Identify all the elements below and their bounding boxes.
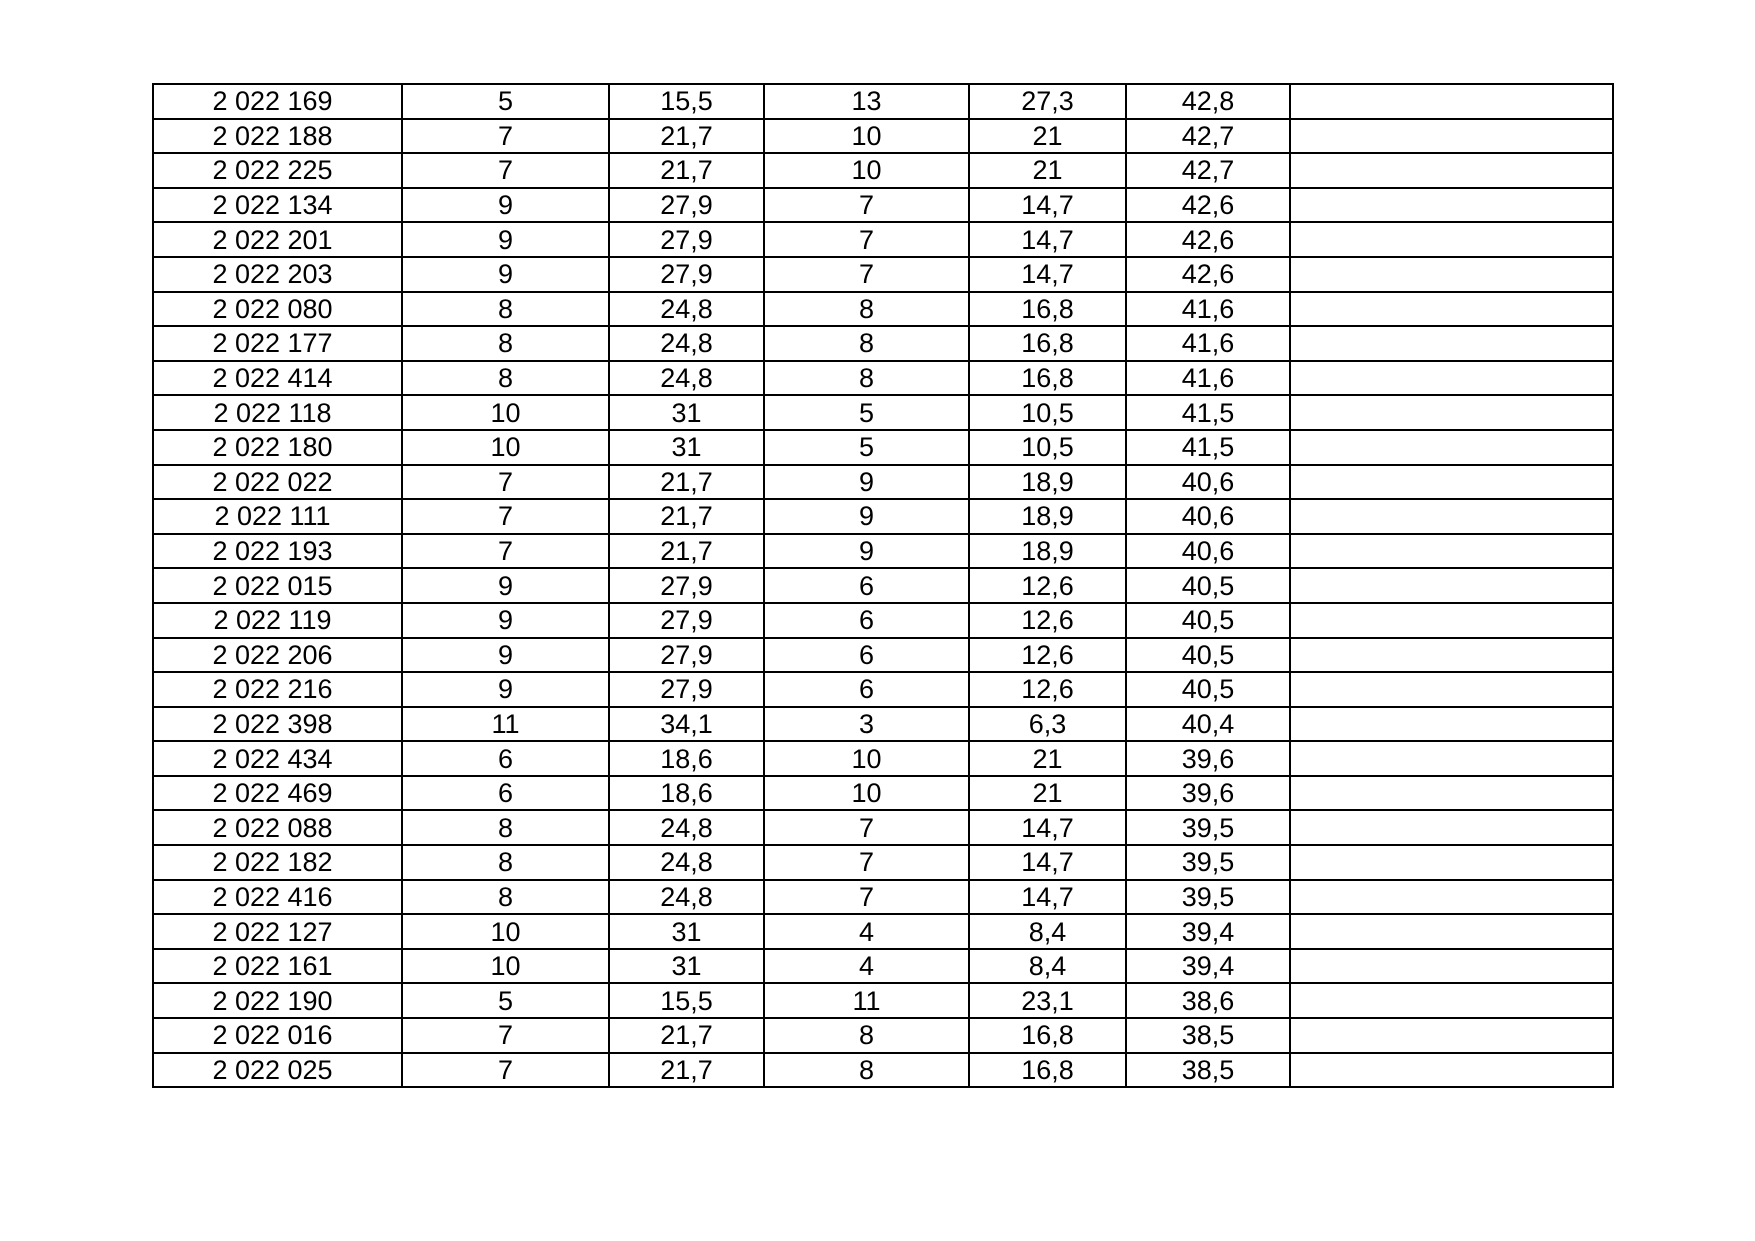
cell-col-6: 41,5 bbox=[1126, 430, 1290, 465]
cell-col-6: 39,5 bbox=[1126, 845, 1290, 880]
cell-col-2: 9 bbox=[402, 672, 609, 707]
cell-col-7 bbox=[1290, 119, 1613, 154]
cell-id: 2 022 022 bbox=[153, 465, 402, 500]
cell-col-6: 38,5 bbox=[1126, 1018, 1290, 1053]
cell-col-6: 42,8 bbox=[1126, 84, 1290, 119]
cell-col-3: 15,5 bbox=[609, 84, 764, 119]
cell-id: 2 022 180 bbox=[153, 430, 402, 465]
cell-col-4: 6 bbox=[764, 638, 969, 673]
cell-col-5: 10,5 bbox=[969, 430, 1126, 465]
cell-col-6: 39,5 bbox=[1126, 810, 1290, 845]
table-row bbox=[153, 810, 1613, 845]
cell-col-4: 13 bbox=[764, 84, 969, 119]
cell-col-2: 9 bbox=[402, 638, 609, 673]
cell-col-5: 16,8 bbox=[969, 1018, 1126, 1053]
cell-id: 2 022 434 bbox=[153, 741, 402, 776]
cell-col-6: 40,6 bbox=[1126, 534, 1290, 569]
table-row bbox=[153, 222, 1613, 257]
cell-col-4: 4 bbox=[764, 949, 969, 984]
cell-col-6: 42,6 bbox=[1126, 257, 1290, 292]
cell-id: 2 022 088 bbox=[153, 810, 402, 845]
cell-col-6: 41,5 bbox=[1126, 395, 1290, 430]
cell-col-6: 38,5 bbox=[1126, 1053, 1290, 1088]
cell-col-5: 18,9 bbox=[969, 499, 1126, 534]
cell-col-2: 10 bbox=[402, 914, 609, 949]
cell-col-6: 41,6 bbox=[1126, 361, 1290, 396]
cell-col-3: 18,6 bbox=[609, 741, 764, 776]
cell-col-5: 21 bbox=[969, 741, 1126, 776]
table-row bbox=[153, 603, 1613, 638]
cell-col-4: 8 bbox=[764, 292, 969, 327]
cell-col-4: 8 bbox=[764, 1053, 969, 1088]
cell-id: 2 022 225 bbox=[153, 153, 402, 188]
cell-col-7 bbox=[1290, 949, 1613, 984]
cell-col-3: 21,7 bbox=[609, 499, 764, 534]
cell-col-4: 3 bbox=[764, 707, 969, 742]
cell-id: 2 022 414 bbox=[153, 361, 402, 396]
table-row bbox=[153, 326, 1613, 361]
cell-id: 2 022 161 bbox=[153, 949, 402, 984]
cell-col-7 bbox=[1290, 395, 1613, 430]
cell-col-4: 4 bbox=[764, 914, 969, 949]
cell-col-5: 21 bbox=[969, 119, 1126, 154]
table-row bbox=[153, 257, 1613, 292]
cell-col-7 bbox=[1290, 1053, 1613, 1088]
cell-col-2: 10 bbox=[402, 949, 609, 984]
cell-id: 2 022 118 bbox=[153, 395, 402, 430]
cell-col-5: 16,8 bbox=[969, 292, 1126, 327]
table-row bbox=[153, 465, 1613, 500]
results-table-body bbox=[153, 84, 1613, 1087]
table-row bbox=[153, 1018, 1613, 1053]
cell-id: 2 022 182 bbox=[153, 845, 402, 880]
cell-col-2: 7 bbox=[402, 534, 609, 569]
cell-col-5: 16,8 bbox=[969, 1053, 1126, 1088]
cell-col-2: 8 bbox=[402, 810, 609, 845]
cell-col-5: 21 bbox=[969, 153, 1126, 188]
cell-col-3: 24,8 bbox=[609, 880, 764, 915]
cell-col-4: 6 bbox=[764, 568, 969, 603]
cell-col-5: 14,7 bbox=[969, 810, 1126, 845]
table-row bbox=[153, 430, 1613, 465]
table-row bbox=[153, 292, 1613, 327]
table-row bbox=[153, 672, 1613, 707]
cell-id: 2 022 111 bbox=[153, 499, 402, 534]
cell-col-2: 7 bbox=[402, 1053, 609, 1088]
cell-col-2: 9 bbox=[402, 603, 609, 638]
cell-id: 2 022 188 bbox=[153, 119, 402, 154]
cell-col-6: 39,4 bbox=[1126, 949, 1290, 984]
cell-col-2: 8 bbox=[402, 361, 609, 396]
cell-col-2: 11 bbox=[402, 707, 609, 742]
cell-col-7 bbox=[1290, 845, 1613, 880]
cell-col-5: 14,7 bbox=[969, 257, 1126, 292]
cell-col-4: 10 bbox=[764, 741, 969, 776]
cell-col-2: 8 bbox=[402, 326, 609, 361]
cell-id: 2 022 119 bbox=[153, 603, 402, 638]
cell-col-7 bbox=[1290, 638, 1613, 673]
cell-col-2: 5 bbox=[402, 983, 609, 1018]
cell-col-7 bbox=[1290, 1018, 1613, 1053]
cell-col-7 bbox=[1290, 465, 1613, 500]
cell-id: 2 022 080 bbox=[153, 292, 402, 327]
cell-id: 2 022 025 bbox=[153, 1053, 402, 1088]
cell-col-7 bbox=[1290, 499, 1613, 534]
cell-col-3: 31 bbox=[609, 914, 764, 949]
cell-col-6: 39,6 bbox=[1126, 741, 1290, 776]
cell-col-4: 9 bbox=[764, 499, 969, 534]
cell-id: 2 022 015 bbox=[153, 568, 402, 603]
cell-col-3: 21,7 bbox=[609, 534, 764, 569]
cell-col-3: 21,7 bbox=[609, 119, 764, 154]
cell-col-3: 24,8 bbox=[609, 361, 764, 396]
cell-col-4: 6 bbox=[764, 603, 969, 638]
cell-id: 2 022 201 bbox=[153, 222, 402, 257]
cell-col-4: 5 bbox=[764, 395, 969, 430]
table-row bbox=[153, 84, 1613, 119]
cell-col-2: 9 bbox=[402, 568, 609, 603]
cell-col-4: 6 bbox=[764, 672, 969, 707]
cell-col-3: 27,9 bbox=[609, 222, 764, 257]
cell-col-5: 12,6 bbox=[969, 603, 1126, 638]
table-row bbox=[153, 776, 1613, 811]
cell-col-7 bbox=[1290, 534, 1613, 569]
cell-col-2: 7 bbox=[402, 1018, 609, 1053]
cell-col-6: 41,6 bbox=[1126, 326, 1290, 361]
cell-col-6: 39,6 bbox=[1126, 776, 1290, 811]
cell-col-2: 8 bbox=[402, 845, 609, 880]
cell-col-2: 10 bbox=[402, 395, 609, 430]
cell-id: 2 022 469 bbox=[153, 776, 402, 811]
cell-col-3: 21,7 bbox=[609, 153, 764, 188]
cell-col-4: 9 bbox=[764, 534, 969, 569]
cell-col-6: 40,5 bbox=[1126, 603, 1290, 638]
cell-col-3: 27,9 bbox=[609, 672, 764, 707]
cell-id: 2 022 169 bbox=[153, 84, 402, 119]
cell-id: 2 022 203 bbox=[153, 257, 402, 292]
cell-col-5: 27,3 bbox=[969, 84, 1126, 119]
cell-col-7 bbox=[1290, 222, 1613, 257]
cell-id: 2 022 206 bbox=[153, 638, 402, 673]
table-row bbox=[153, 119, 1613, 154]
table-row bbox=[153, 395, 1613, 430]
cell-col-3: 24,8 bbox=[609, 810, 764, 845]
cell-col-7 bbox=[1290, 153, 1613, 188]
cell-col-7 bbox=[1290, 983, 1613, 1018]
cell-col-6: 41,6 bbox=[1126, 292, 1290, 327]
table-row bbox=[153, 707, 1613, 742]
cell-col-6: 40,5 bbox=[1126, 672, 1290, 707]
cell-col-2: 5 bbox=[402, 84, 609, 119]
cell-col-5: 12,6 bbox=[969, 568, 1126, 603]
cell-col-3: 21,7 bbox=[609, 1053, 764, 1088]
cell-col-4: 5 bbox=[764, 430, 969, 465]
cell-col-3: 34,1 bbox=[609, 707, 764, 742]
cell-col-4: 7 bbox=[764, 880, 969, 915]
cell-col-2: 7 bbox=[402, 465, 609, 500]
cell-col-5: 12,6 bbox=[969, 672, 1126, 707]
cell-col-4: 7 bbox=[764, 810, 969, 845]
cell-col-7 bbox=[1290, 84, 1613, 119]
table-row bbox=[153, 983, 1613, 1018]
cell-col-7 bbox=[1290, 776, 1613, 811]
cell-col-6: 40,5 bbox=[1126, 568, 1290, 603]
cell-col-7 bbox=[1290, 326, 1613, 361]
cell-col-5: 14,7 bbox=[969, 845, 1126, 880]
cell-col-5: 6,3 bbox=[969, 707, 1126, 742]
cell-col-5: 12,6 bbox=[969, 638, 1126, 673]
cell-col-2: 9 bbox=[402, 188, 609, 223]
cell-col-3: 31 bbox=[609, 395, 764, 430]
cell-col-3: 27,9 bbox=[609, 188, 764, 223]
cell-col-5: 18,9 bbox=[969, 465, 1126, 500]
cell-id: 2 022 134 bbox=[153, 188, 402, 223]
cell-col-2: 9 bbox=[402, 222, 609, 257]
cell-col-5: 14,7 bbox=[969, 188, 1126, 223]
cell-col-5: 16,8 bbox=[969, 361, 1126, 396]
cell-col-4: 9 bbox=[764, 465, 969, 500]
cell-col-6: 40,5 bbox=[1126, 638, 1290, 673]
cell-id: 2 022 190 bbox=[153, 983, 402, 1018]
cell-col-4: 7 bbox=[764, 845, 969, 880]
cell-col-7 bbox=[1290, 568, 1613, 603]
cell-col-2: 7 bbox=[402, 499, 609, 534]
table-row bbox=[153, 741, 1613, 776]
cell-col-7 bbox=[1290, 361, 1613, 396]
table-row bbox=[153, 534, 1613, 569]
cell-col-5: 23,1 bbox=[969, 983, 1126, 1018]
cell-col-4: 7 bbox=[764, 257, 969, 292]
cell-col-7 bbox=[1290, 672, 1613, 707]
cell-col-3: 15,5 bbox=[609, 983, 764, 1018]
cell-id: 2 022 127 bbox=[153, 914, 402, 949]
cell-col-5: 10,5 bbox=[969, 395, 1126, 430]
cell-col-3: 18,6 bbox=[609, 776, 764, 811]
cell-col-6: 39,5 bbox=[1126, 880, 1290, 915]
cell-col-2: 7 bbox=[402, 153, 609, 188]
table-row bbox=[153, 949, 1613, 984]
cell-col-3: 27,9 bbox=[609, 257, 764, 292]
cell-col-5: 14,7 bbox=[969, 222, 1126, 257]
cell-id: 2 022 016 bbox=[153, 1018, 402, 1053]
cell-col-2: 6 bbox=[402, 741, 609, 776]
cell-col-4: 10 bbox=[764, 153, 969, 188]
cell-col-7 bbox=[1290, 188, 1613, 223]
cell-col-4: 8 bbox=[764, 1018, 969, 1053]
cell-col-3: 31 bbox=[609, 430, 764, 465]
cell-col-4: 8 bbox=[764, 326, 969, 361]
cell-col-6: 42,7 bbox=[1126, 153, 1290, 188]
table-row bbox=[153, 568, 1613, 603]
table-row bbox=[153, 638, 1613, 673]
cell-col-5: 8,4 bbox=[969, 949, 1126, 984]
cell-col-6: 42,7 bbox=[1126, 119, 1290, 154]
cell-col-7 bbox=[1290, 430, 1613, 465]
table-row bbox=[153, 153, 1613, 188]
cell-col-7 bbox=[1290, 257, 1613, 292]
cell-col-7 bbox=[1290, 914, 1613, 949]
table-row bbox=[153, 499, 1613, 534]
cell-col-4: 7 bbox=[764, 188, 969, 223]
cell-col-2: 8 bbox=[402, 292, 609, 327]
cell-col-3: 27,9 bbox=[609, 603, 764, 638]
cell-col-7 bbox=[1290, 880, 1613, 915]
cell-col-5: 18,9 bbox=[969, 534, 1126, 569]
cell-col-4: 8 bbox=[764, 361, 969, 396]
cell-col-3: 27,9 bbox=[609, 638, 764, 673]
results-table bbox=[152, 83, 1614, 1088]
cell-col-2: 7 bbox=[402, 119, 609, 154]
cell-col-5: 14,7 bbox=[969, 880, 1126, 915]
table-row bbox=[153, 1053, 1613, 1088]
cell-id: 2 022 177 bbox=[153, 326, 402, 361]
cell-col-5: 8,4 bbox=[969, 914, 1126, 949]
cell-col-7 bbox=[1290, 292, 1613, 327]
cell-col-5: 16,8 bbox=[969, 326, 1126, 361]
cell-col-7 bbox=[1290, 741, 1613, 776]
cell-col-3: 27,9 bbox=[609, 568, 764, 603]
cell-id: 2 022 193 bbox=[153, 534, 402, 569]
cell-col-3: 24,8 bbox=[609, 326, 764, 361]
cell-col-7 bbox=[1290, 603, 1613, 638]
cell-col-6: 38,6 bbox=[1126, 983, 1290, 1018]
cell-col-3: 31 bbox=[609, 949, 764, 984]
cell-col-3: 24,8 bbox=[609, 292, 764, 327]
cell-col-3: 21,7 bbox=[609, 465, 764, 500]
cell-col-2: 10 bbox=[402, 430, 609, 465]
cell-col-4: 10 bbox=[764, 776, 969, 811]
cell-col-6: 40,4 bbox=[1126, 707, 1290, 742]
cell-col-7 bbox=[1290, 707, 1613, 742]
table-row bbox=[153, 188, 1613, 223]
cell-col-6: 39,4 bbox=[1126, 914, 1290, 949]
table-row bbox=[153, 880, 1613, 915]
cell-col-2: 6 bbox=[402, 776, 609, 811]
cell-col-2: 8 bbox=[402, 880, 609, 915]
table-row bbox=[153, 845, 1613, 880]
table-row bbox=[153, 914, 1613, 949]
cell-id: 2 022 216 bbox=[153, 672, 402, 707]
cell-id: 2 022 398 bbox=[153, 707, 402, 742]
cell-col-3: 21,7 bbox=[609, 1018, 764, 1053]
cell-id: 2 022 416 bbox=[153, 880, 402, 915]
cell-col-7 bbox=[1290, 810, 1613, 845]
cell-col-2: 9 bbox=[402, 257, 609, 292]
cell-col-4: 10 bbox=[764, 119, 969, 154]
cell-col-5: 21 bbox=[969, 776, 1126, 811]
cell-col-4: 7 bbox=[764, 222, 969, 257]
cell-col-6: 40,6 bbox=[1126, 499, 1290, 534]
table-row bbox=[153, 361, 1613, 396]
cell-col-6: 42,6 bbox=[1126, 222, 1290, 257]
cell-col-4: 11 bbox=[764, 983, 969, 1018]
cell-col-3: 24,8 bbox=[609, 845, 764, 880]
cell-col-6: 40,6 bbox=[1126, 465, 1290, 500]
cell-col-6: 42,6 bbox=[1126, 188, 1290, 223]
